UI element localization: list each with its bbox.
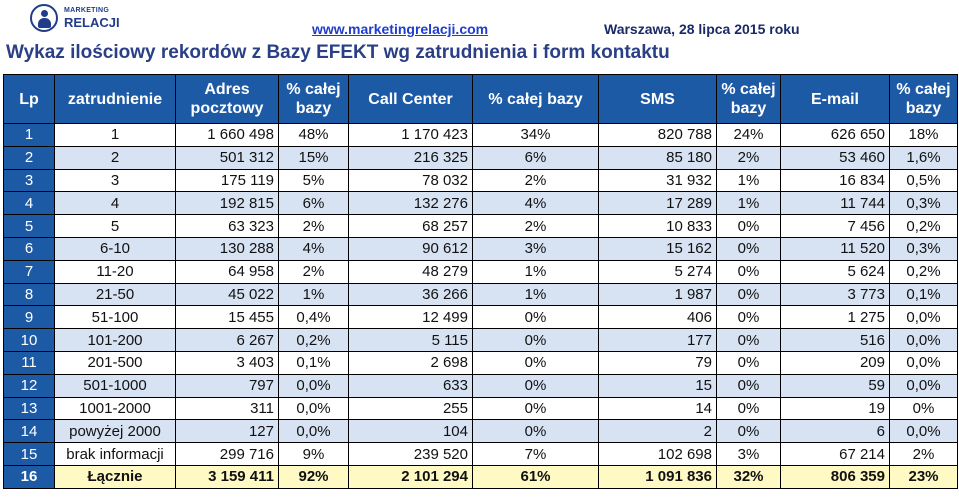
- table-cell: 1 275: [781, 306, 890, 329]
- table-cell: 15 455: [176, 306, 279, 329]
- person-icon: [30, 4, 58, 32]
- employment-range: brak informacji: [55, 443, 176, 466]
- table-cell: 2%: [473, 169, 599, 192]
- table-cell: 67 214: [781, 443, 890, 466]
- employment-range: powyżej 2000: [55, 420, 176, 443]
- table-cell: 0,5%: [890, 169, 958, 192]
- table-cell: 2 698: [349, 351, 473, 374]
- table-row: [4, 215, 958, 238]
- table-cell: 1 091 836: [599, 465, 717, 488]
- table-cell: 175 119: [176, 169, 279, 192]
- column-header: E-mail: [781, 75, 890, 124]
- employment-range: 2: [55, 146, 176, 169]
- employment-range: 501-1000: [55, 374, 176, 397]
- table-row: [4, 237, 958, 260]
- table-cell: 0,4%: [279, 306, 349, 329]
- table-cell: 68 257: [349, 215, 473, 238]
- table-cell: 501 312: [176, 146, 279, 169]
- table-cell: 255: [349, 397, 473, 420]
- row-number: 15: [4, 443, 55, 466]
- table-cell: 32%: [717, 465, 781, 488]
- column-header: Lp: [4, 75, 55, 124]
- table-cell: 6%: [279, 192, 349, 215]
- table-cell: 53 460: [781, 146, 890, 169]
- table-cell: 31 932: [599, 169, 717, 192]
- table-cell: 299 716: [176, 443, 279, 466]
- table-cell: 6%: [473, 146, 599, 169]
- row-number: 3: [4, 169, 55, 192]
- table-cell: 806 359: [781, 465, 890, 488]
- row-number: 13: [4, 397, 55, 420]
- table-cell: 633: [349, 374, 473, 397]
- table-cell: 0,3%: [890, 237, 958, 260]
- column-header: Call Center: [349, 75, 473, 124]
- logo-text-top: MARKETING: [64, 7, 110, 14]
- table-cell: 0%: [473, 397, 599, 420]
- table-cell: 102 698: [599, 443, 717, 466]
- table-cell: 0%: [473, 329, 599, 352]
- row-number: 14: [4, 420, 55, 443]
- employment-range: 101-200: [55, 329, 176, 352]
- table-cell: 797: [176, 374, 279, 397]
- table-cell: 90 612: [349, 237, 473, 260]
- table-cell: 10 833: [599, 215, 717, 238]
- table-row: [4, 374, 958, 397]
- table-cell: 0%: [717, 215, 781, 238]
- table-cell: 45 022: [176, 283, 279, 306]
- table-cell: 18%: [890, 124, 958, 147]
- table-cell: 0%: [717, 351, 781, 374]
- table-cell: 0%: [717, 260, 781, 283]
- employment-range: 51-100: [55, 306, 176, 329]
- table-cell: 0,0%: [279, 420, 349, 443]
- table-cell: 216 325: [349, 146, 473, 169]
- table-cell: 9%: [279, 443, 349, 466]
- employment-range: 3: [55, 169, 176, 192]
- table-cell: 6 267: [176, 329, 279, 352]
- table-cell: 1%: [279, 283, 349, 306]
- table-cell: 2%: [279, 215, 349, 238]
- table-cell: 15 162: [599, 237, 717, 260]
- table-cell: 0,0%: [890, 351, 958, 374]
- table-cell: 1%: [473, 283, 599, 306]
- table-cell: 48%: [279, 124, 349, 147]
- table-cell: 0,0%: [890, 420, 958, 443]
- table-cell: 6: [781, 420, 890, 443]
- column-header: % całej bazy: [717, 75, 781, 124]
- row-number: 5: [4, 215, 55, 238]
- table-cell: 0,1%: [279, 351, 349, 374]
- table-cell: 0%: [890, 397, 958, 420]
- table-cell: 16 834: [781, 169, 890, 192]
- employment-range: 6-10: [55, 237, 176, 260]
- table-cell: 0,2%: [279, 329, 349, 352]
- row-number: 7: [4, 260, 55, 283]
- employment-range: 1: [55, 124, 176, 147]
- table-cell: 17 289: [599, 192, 717, 215]
- employment-range: 21-50: [55, 283, 176, 306]
- row-number: 6: [4, 237, 55, 260]
- table-cell: 5 624: [781, 260, 890, 283]
- table-cell: 0%: [717, 237, 781, 260]
- table-cell: 516: [781, 329, 890, 352]
- row-number: 11: [4, 351, 55, 374]
- table-cell: 0,0%: [890, 374, 958, 397]
- date-line: Warszawa, 28 lipca 2015 roku: [604, 21, 800, 37]
- table-cell: 5 115: [349, 329, 473, 352]
- table-cell: 24%: [717, 124, 781, 147]
- table-cell: 0%: [473, 306, 599, 329]
- table-cell: 209: [781, 351, 890, 374]
- table-cell: 0,0%: [890, 329, 958, 352]
- table-cell: 3 403: [176, 351, 279, 374]
- column-header: zatrudnienie: [55, 75, 176, 124]
- table-cell: 36 266: [349, 283, 473, 306]
- column-header: SMS: [599, 75, 717, 124]
- table-cell: 59: [781, 374, 890, 397]
- table-cell: 1 170 423: [349, 124, 473, 147]
- table-cell: 406: [599, 306, 717, 329]
- table-cell: 0%: [473, 374, 599, 397]
- table-cell: 2%: [473, 215, 599, 238]
- row-number: 10: [4, 329, 55, 352]
- table-row: [4, 192, 958, 215]
- table-cell: 0,2%: [890, 260, 958, 283]
- table-cell: 4%: [473, 192, 599, 215]
- table-cell: 1 660 498: [176, 124, 279, 147]
- table-cell: 104: [349, 420, 473, 443]
- table-cell: 3 159 411: [176, 465, 279, 488]
- table-cell: 2%: [279, 260, 349, 283]
- table-cell: 0,2%: [890, 215, 958, 238]
- column-header: % całej bazy: [279, 75, 349, 124]
- table-cell: 0,0%: [279, 374, 349, 397]
- table-cell: 0%: [717, 374, 781, 397]
- table-row: [4, 306, 958, 329]
- table-cell: 34%: [473, 124, 599, 147]
- table-row: [4, 260, 958, 283]
- employment-range: Łącznie: [55, 465, 176, 488]
- table-header-row: [4, 75, 958, 124]
- table-cell: 1%: [473, 260, 599, 283]
- table-cell: 23%: [890, 465, 958, 488]
- employment-range: 201-500: [55, 351, 176, 374]
- table-cell: 15%: [279, 146, 349, 169]
- table-cell: 5 274: [599, 260, 717, 283]
- table-cell: 7 456: [781, 215, 890, 238]
- table-cell: 0,0%: [890, 306, 958, 329]
- website-link[interactable]: www.marketingrelacji.com: [312, 21, 489, 37]
- table-cell: 19: [781, 397, 890, 420]
- table-cell: 4%: [279, 237, 349, 260]
- table-cell: 239 520: [349, 443, 473, 466]
- row-number: 2: [4, 146, 55, 169]
- table-row: [4, 397, 958, 420]
- table-cell: 64 958: [176, 260, 279, 283]
- table-cell: 0%: [473, 351, 599, 374]
- table-cell: 11 520: [781, 237, 890, 260]
- row-number: 4: [4, 192, 55, 215]
- page-title: Wykaz ilościowy rekordów z Bazy EFEKT wg zatrudnienia i form kontaktu: [6, 42, 670, 63]
- table-cell: 0%: [473, 420, 599, 443]
- table-cell: 0%: [717, 283, 781, 306]
- table-cell: 2 101 294: [349, 465, 473, 488]
- row-number: 9: [4, 306, 55, 329]
- table-row: [4, 124, 958, 147]
- row-number: 8: [4, 283, 55, 306]
- table-cell: 3%: [473, 237, 599, 260]
- table-cell: 820 788: [599, 124, 717, 147]
- employment-range: 5: [55, 215, 176, 238]
- table-cell: 15: [599, 374, 717, 397]
- table-cell: 0%: [717, 420, 781, 443]
- row-number: 16: [4, 465, 55, 488]
- table-row: [4, 420, 958, 443]
- table-cell: 1%: [717, 192, 781, 215]
- records-table: [3, 74, 958, 489]
- table-row: [4, 283, 958, 306]
- column-header: % całej bazy: [890, 75, 958, 124]
- row-number: 1: [4, 124, 55, 147]
- table-row: [4, 169, 958, 192]
- table-cell: 0%: [717, 306, 781, 329]
- table-cell: 2: [599, 420, 717, 443]
- table-cell: 61%: [473, 465, 599, 488]
- logo: [30, 4, 140, 36]
- table-cell: 0,1%: [890, 283, 958, 306]
- table-cell: 3 773: [781, 283, 890, 306]
- employment-range: 11-20: [55, 260, 176, 283]
- table-cell: 130 288: [176, 237, 279, 260]
- table-row: [4, 329, 958, 352]
- table-row: [4, 351, 958, 374]
- table-cell: 177: [599, 329, 717, 352]
- table-cell: 0%: [717, 329, 781, 352]
- table-cell: 14: [599, 397, 717, 420]
- table-cell: 11 744: [781, 192, 890, 215]
- table-cell: 7%: [473, 443, 599, 466]
- table-cell: 3%: [717, 443, 781, 466]
- column-header: Adres pocztowy: [176, 75, 279, 124]
- total-row: [4, 465, 958, 488]
- logo-text-bottom: RELACJI: [64, 15, 120, 30]
- table-cell: 63 323: [176, 215, 279, 238]
- table-cell: 92%: [279, 465, 349, 488]
- table-cell: 311: [176, 397, 279, 420]
- column-header: % całej bazy: [473, 75, 599, 124]
- table-cell: 79: [599, 351, 717, 374]
- employment-range: 4: [55, 192, 176, 215]
- table-cell: 192 815: [176, 192, 279, 215]
- table-cell: 0%: [717, 397, 781, 420]
- table-row: [4, 146, 958, 169]
- table-cell: 127: [176, 420, 279, 443]
- row-number: 12: [4, 374, 55, 397]
- table-cell: 2%: [717, 146, 781, 169]
- table-cell: 78 032: [349, 169, 473, 192]
- table-cell: 0,0%: [279, 397, 349, 420]
- table-cell: 0,3%: [890, 192, 958, 215]
- table-row: [4, 443, 958, 466]
- table-cell: 48 279: [349, 260, 473, 283]
- table-cell: 1,6%: [890, 146, 958, 169]
- table-cell: 12 499: [349, 306, 473, 329]
- table-cell: 1%: [717, 169, 781, 192]
- table-cell: 132 276: [349, 192, 473, 215]
- table-cell: 1 987: [599, 283, 717, 306]
- table-cell: 2%: [890, 443, 958, 466]
- table-cell: 85 180: [599, 146, 717, 169]
- table-cell: 5%: [279, 169, 349, 192]
- employment-range: 1001-2000: [55, 397, 176, 420]
- table-cell: 626 650: [781, 124, 890, 147]
